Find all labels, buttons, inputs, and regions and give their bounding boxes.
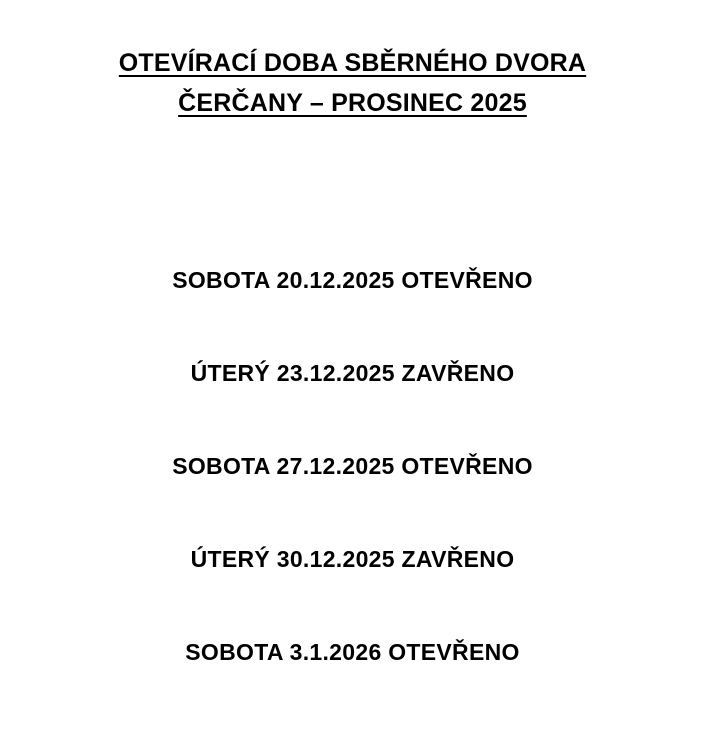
page-title-line-1: OTEVÍRACÍ DOBA SBĚRNÉHO DVORA xyxy=(118,49,587,77)
schedule-entry: SOBOTA 3.1.2026 OTEVŘENO xyxy=(185,639,520,665)
schedule-entry: SOBOTA 20.12.2025 OTEVŘENO xyxy=(172,267,533,293)
schedule-entry: ÚTERÝ 30.12.2025 ZAVŘENO xyxy=(190,546,515,572)
schedule-entry: SOBOTA 27.12.2025 OTEVŘENO xyxy=(172,453,533,479)
page-title-line-2: ČERČANY – PROSINEC 2025 xyxy=(178,89,527,117)
schedule-entry: ÚTERÝ 23.12.2025 ZAVŘENO xyxy=(190,360,515,386)
